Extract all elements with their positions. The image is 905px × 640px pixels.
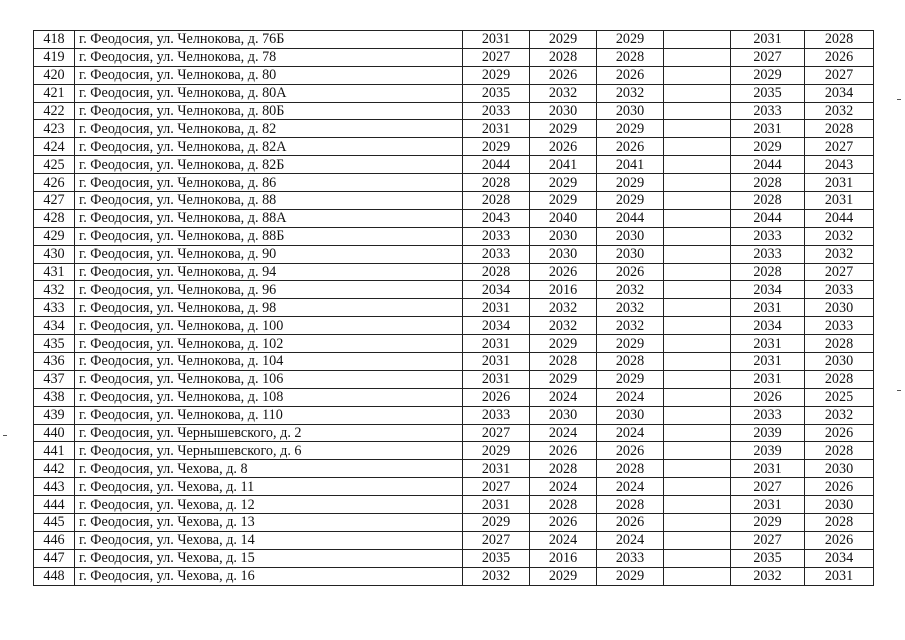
year-cell: 2029 xyxy=(530,174,597,192)
empty-cell xyxy=(664,299,731,317)
year-cell: 2031 xyxy=(731,335,805,353)
year-cell: 2028 xyxy=(805,370,874,388)
table-row xyxy=(34,406,874,424)
empty-cell xyxy=(664,156,731,174)
year-cell: 2028 xyxy=(530,353,597,371)
address-cell: г. Феодосия, ул. Чехова, д. 11 xyxy=(75,478,463,496)
year-cell: 2029 xyxy=(530,335,597,353)
table-row xyxy=(34,514,874,532)
address-cell: г. Феодосия, ул. Челнокова, д. 98 xyxy=(75,299,463,317)
year-cell: 2032 xyxy=(530,317,597,335)
address-cell: г. Феодосия, ул. Челнокова, д. 76Б xyxy=(75,31,463,49)
address-cell: г. Феодосия, ул. Челнокова, д. 108 xyxy=(75,388,463,406)
empty-cell xyxy=(664,496,731,514)
table-row xyxy=(34,138,874,156)
year-cell: 2028 xyxy=(597,460,664,478)
row-number: 419 xyxy=(34,48,75,66)
table-row xyxy=(34,388,874,406)
row-number: 422 xyxy=(34,102,75,120)
row-number: 424 xyxy=(34,138,75,156)
year-cell: 2043 xyxy=(805,156,874,174)
year-cell: 2032 xyxy=(597,281,664,299)
year-cell: 2016 xyxy=(530,281,597,299)
year-cell: 2027 xyxy=(731,48,805,66)
empty-cell xyxy=(664,317,731,335)
scan-mark xyxy=(897,390,901,391)
year-cell: 2028 xyxy=(731,263,805,281)
year-cell: 2031 xyxy=(731,120,805,138)
year-cell: 2028 xyxy=(463,192,530,210)
table-row xyxy=(34,84,874,102)
table-row xyxy=(34,531,874,549)
address-cell: г. Феодосия, ул. Челнокова, д. 88 xyxy=(75,192,463,210)
table-row xyxy=(34,66,874,84)
year-cell: 2024 xyxy=(597,531,664,549)
row-number: 441 xyxy=(34,442,75,460)
year-cell: 2041 xyxy=(597,156,664,174)
year-cell: 2031 xyxy=(805,567,874,585)
year-cell: 2033 xyxy=(805,281,874,299)
row-number: 440 xyxy=(34,424,75,442)
address-cell: г. Феодосия, ул. Челнокова, д. 104 xyxy=(75,353,463,371)
table-row xyxy=(34,478,874,496)
row-number: 447 xyxy=(34,549,75,567)
table-row xyxy=(34,192,874,210)
year-cell: 2026 xyxy=(805,478,874,496)
year-cell: 2026 xyxy=(805,531,874,549)
empty-cell xyxy=(664,567,731,585)
year-cell: 2033 xyxy=(731,406,805,424)
year-cell: 2029 xyxy=(530,370,597,388)
empty-cell xyxy=(664,31,731,49)
year-cell: 2031 xyxy=(463,370,530,388)
year-cell: 2024 xyxy=(530,531,597,549)
year-cell: 2029 xyxy=(530,120,597,138)
year-cell: 2033 xyxy=(805,317,874,335)
year-cell: 2031 xyxy=(463,460,530,478)
year-cell: 2025 xyxy=(805,388,874,406)
year-cell: 2032 xyxy=(530,84,597,102)
row-number: 426 xyxy=(34,174,75,192)
scan-mark xyxy=(3,435,7,436)
table-row xyxy=(34,281,874,299)
year-cell: 2028 xyxy=(597,496,664,514)
year-cell: 2029 xyxy=(463,66,530,84)
year-cell: 2033 xyxy=(597,549,664,567)
year-cell: 2028 xyxy=(597,353,664,371)
address-cell: г. Феодосия, ул. Чехова, д. 14 xyxy=(75,531,463,549)
year-cell: 2026 xyxy=(463,388,530,406)
address-cell: г. Феодосия, ул. Челнокова, д. 100 xyxy=(75,317,463,335)
year-cell: 2028 xyxy=(463,174,530,192)
year-cell: 2016 xyxy=(530,549,597,567)
empty-cell xyxy=(664,245,731,263)
table-row xyxy=(34,31,874,49)
year-cell: 2029 xyxy=(530,31,597,49)
year-cell: 2034 xyxy=(731,317,805,335)
year-cell: 2029 xyxy=(597,174,664,192)
year-cell: 2024 xyxy=(597,478,664,496)
year-cell: 2026 xyxy=(597,138,664,156)
row-number: 432 xyxy=(34,281,75,299)
scan-mark xyxy=(897,99,901,100)
year-cell: 2030 xyxy=(597,245,664,263)
year-cell: 2034 xyxy=(731,281,805,299)
year-cell: 2030 xyxy=(805,496,874,514)
year-cell: 2028 xyxy=(805,31,874,49)
table-row xyxy=(34,335,874,353)
table-row xyxy=(34,353,874,371)
year-cell: 2035 xyxy=(463,84,530,102)
address-cell: г. Феодосия, ул. Челнокова, д. 80 xyxy=(75,66,463,84)
year-cell: 2032 xyxy=(805,102,874,120)
year-cell: 2028 xyxy=(805,514,874,532)
year-cell: 2029 xyxy=(597,120,664,138)
address-cell: г. Феодосия, ул. Челнокова, д. 110 xyxy=(75,406,463,424)
year-cell: 2028 xyxy=(731,174,805,192)
year-cell: 2024 xyxy=(530,424,597,442)
year-cell: 2031 xyxy=(731,460,805,478)
table-row xyxy=(34,442,874,460)
year-cell: 2032 xyxy=(597,299,664,317)
year-cell: 2044 xyxy=(597,209,664,227)
year-cell: 2031 xyxy=(731,496,805,514)
row-number: 425 xyxy=(34,156,75,174)
year-cell: 2030 xyxy=(530,102,597,120)
year-cell: 2027 xyxy=(463,424,530,442)
table-row xyxy=(34,102,874,120)
empty-cell xyxy=(664,478,731,496)
year-cell: 2028 xyxy=(805,120,874,138)
year-cell: 2030 xyxy=(805,353,874,371)
year-cell: 2031 xyxy=(463,335,530,353)
year-cell: 2029 xyxy=(597,567,664,585)
year-cell: 2029 xyxy=(731,66,805,84)
table-row xyxy=(34,496,874,514)
empty-cell xyxy=(664,424,731,442)
year-cell: 2033 xyxy=(731,102,805,120)
year-cell: 2031 xyxy=(731,370,805,388)
year-cell: 2027 xyxy=(463,478,530,496)
year-cell: 2026 xyxy=(530,66,597,84)
year-cell: 2024 xyxy=(530,388,597,406)
address-cell: г. Феодосия, ул. Челнокова, д. 94 xyxy=(75,263,463,281)
empty-cell xyxy=(664,209,731,227)
year-cell: 2041 xyxy=(530,156,597,174)
address-cell: г. Феодосия, ул. Челнокова, д. 90 xyxy=(75,245,463,263)
year-cell: 2035 xyxy=(463,549,530,567)
year-cell: 2024 xyxy=(530,478,597,496)
row-number: 442 xyxy=(34,460,75,478)
year-cell: 2034 xyxy=(463,317,530,335)
year-cell: 2032 xyxy=(530,299,597,317)
year-cell: 2032 xyxy=(731,567,805,585)
row-number: 428 xyxy=(34,209,75,227)
row-number: 423 xyxy=(34,120,75,138)
year-cell: 2028 xyxy=(731,192,805,210)
year-cell: 2027 xyxy=(463,48,530,66)
table-row xyxy=(34,156,874,174)
empty-cell xyxy=(664,174,731,192)
year-cell: 2029 xyxy=(731,514,805,532)
year-cell: 2044 xyxy=(731,156,805,174)
address-cell: г. Феодосия, ул. Челнокова, д. 96 xyxy=(75,281,463,299)
row-number: 444 xyxy=(34,496,75,514)
year-cell: 2031 xyxy=(463,496,530,514)
year-cell: 2031 xyxy=(805,192,874,210)
row-number: 439 xyxy=(34,406,75,424)
year-cell: 2026 xyxy=(530,442,597,460)
year-cell: 2029 xyxy=(530,192,597,210)
year-cell: 2027 xyxy=(731,478,805,496)
year-cell: 2033 xyxy=(463,245,530,263)
year-cell: 2039 xyxy=(731,424,805,442)
address-cell: г. Феодосия, ул. Чехова, д. 15 xyxy=(75,549,463,567)
year-cell: 2032 xyxy=(805,406,874,424)
address-cell: г. Феодосия, ул. Челнокова, д. 82А xyxy=(75,138,463,156)
address-cell: г. Феодосия, ул. Челнокова, д. 78 xyxy=(75,48,463,66)
empty-cell xyxy=(664,335,731,353)
address-cell: г. Феодосия, ул. Чехова, д. 12 xyxy=(75,496,463,514)
year-cell: 2033 xyxy=(731,227,805,245)
empty-cell xyxy=(664,460,731,478)
year-cell: 2028 xyxy=(463,263,530,281)
row-number: 433 xyxy=(34,299,75,317)
row-number: 443 xyxy=(34,478,75,496)
year-cell: 2028 xyxy=(530,460,597,478)
empty-cell xyxy=(664,48,731,66)
empty-cell xyxy=(664,120,731,138)
year-cell: 2027 xyxy=(805,263,874,281)
address-cell: г. Феодосия, ул. Челнокова, д. 82Б xyxy=(75,156,463,174)
document-page xyxy=(33,30,874,586)
year-cell: 2044 xyxy=(463,156,530,174)
table-row xyxy=(34,317,874,335)
address-cell: г. Феодосия, ул. Челнокова, д. 80Б xyxy=(75,102,463,120)
year-cell: 2032 xyxy=(597,84,664,102)
empty-cell xyxy=(664,406,731,424)
row-number: 431 xyxy=(34,263,75,281)
year-cell: 2034 xyxy=(805,84,874,102)
empty-cell xyxy=(664,66,731,84)
empty-cell xyxy=(664,192,731,210)
address-cell: г. Феодосия, ул. Чехова, д. 16 xyxy=(75,567,463,585)
year-cell: 2033 xyxy=(463,406,530,424)
table-row xyxy=(34,567,874,585)
year-cell: 2029 xyxy=(463,514,530,532)
row-number: 438 xyxy=(34,388,75,406)
address-cell: г. Феодосия, ул. Челнокова, д. 86 xyxy=(75,174,463,192)
year-cell: 2030 xyxy=(530,227,597,245)
year-cell: 2029 xyxy=(597,370,664,388)
year-cell: 2027 xyxy=(805,66,874,84)
year-cell: 2030 xyxy=(530,245,597,263)
table-row xyxy=(34,48,874,66)
empty-cell xyxy=(664,227,731,245)
year-cell: 2030 xyxy=(597,227,664,245)
table-row xyxy=(34,299,874,317)
year-cell: 2028 xyxy=(805,335,874,353)
table-row xyxy=(34,424,874,442)
address-cell: г. Феодосия, ул. Чернышевского, д. 2 xyxy=(75,424,463,442)
year-cell: 2031 xyxy=(731,31,805,49)
year-cell: 2032 xyxy=(463,567,530,585)
year-cell: 2033 xyxy=(731,245,805,263)
empty-cell xyxy=(664,102,731,120)
address-cell: г. Феодосия, ул. Чернышевского, д. 6 xyxy=(75,442,463,460)
year-cell: 2030 xyxy=(805,299,874,317)
year-cell: 2029 xyxy=(597,31,664,49)
year-cell: 2030 xyxy=(597,102,664,120)
row-number: 448 xyxy=(34,567,75,585)
empty-cell xyxy=(664,388,731,406)
row-number: 445 xyxy=(34,514,75,532)
row-number: 446 xyxy=(34,531,75,549)
year-cell: 2029 xyxy=(463,138,530,156)
year-cell: 2027 xyxy=(463,531,530,549)
year-cell: 2029 xyxy=(597,192,664,210)
table-row xyxy=(34,370,874,388)
year-cell: 2044 xyxy=(731,209,805,227)
row-number: 430 xyxy=(34,245,75,263)
address-cell: г. Феодосия, ул. Чехова, д. 8 xyxy=(75,460,463,478)
empty-cell xyxy=(664,514,731,532)
year-cell: 2026 xyxy=(597,263,664,281)
year-cell: 2040 xyxy=(530,209,597,227)
row-number: 427 xyxy=(34,192,75,210)
table-row xyxy=(34,245,874,263)
year-cell: 2026 xyxy=(530,263,597,281)
table-row xyxy=(34,549,874,567)
address-cell: г. Феодосия, ул. Челнокова, д. 106 xyxy=(75,370,463,388)
year-cell: 2026 xyxy=(597,442,664,460)
year-cell: 2032 xyxy=(597,317,664,335)
year-cell: 2029 xyxy=(731,138,805,156)
year-cell: 2029 xyxy=(597,335,664,353)
row-number: 429 xyxy=(34,227,75,245)
year-cell: 2031 xyxy=(463,120,530,138)
year-cell: 2044 xyxy=(805,209,874,227)
year-cell: 2026 xyxy=(530,138,597,156)
year-cell: 2026 xyxy=(805,48,874,66)
year-cell: 2034 xyxy=(805,549,874,567)
empty-cell xyxy=(664,353,731,371)
address-cell: г. Феодосия, ул. Челнокова, д. 88Б xyxy=(75,227,463,245)
year-cell: 2043 xyxy=(463,209,530,227)
address-cell: г. Феодосия, ул. Челнокова, д. 80А xyxy=(75,84,463,102)
year-cell: 2030 xyxy=(530,406,597,424)
row-number: 418 xyxy=(34,31,75,49)
year-cell: 2028 xyxy=(530,496,597,514)
address-cell: г. Феодосия, ул. Челнокова, д. 82 xyxy=(75,120,463,138)
year-cell: 2028 xyxy=(597,48,664,66)
housing-repair-table xyxy=(33,30,874,586)
year-cell: 2033 xyxy=(463,227,530,245)
year-cell: 2024 xyxy=(597,388,664,406)
year-cell: 2026 xyxy=(530,514,597,532)
empty-cell xyxy=(664,442,731,460)
year-cell: 2026 xyxy=(731,388,805,406)
year-cell: 2026 xyxy=(597,514,664,532)
year-cell: 2032 xyxy=(805,227,874,245)
row-number: 421 xyxy=(34,84,75,102)
table-row xyxy=(34,460,874,478)
year-cell: 2031 xyxy=(463,353,530,371)
year-cell: 2031 xyxy=(805,174,874,192)
year-cell: 2031 xyxy=(463,31,530,49)
empty-cell xyxy=(664,263,731,281)
year-cell: 2039 xyxy=(731,442,805,460)
table-row xyxy=(34,209,874,227)
table-row xyxy=(34,120,874,138)
year-cell: 2034 xyxy=(463,281,530,299)
year-cell: 2029 xyxy=(463,442,530,460)
year-cell: 2031 xyxy=(731,353,805,371)
year-cell: 2035 xyxy=(731,84,805,102)
year-cell: 2028 xyxy=(805,442,874,460)
row-number: 435 xyxy=(34,335,75,353)
year-cell: 2026 xyxy=(805,424,874,442)
table-body xyxy=(34,31,874,586)
table-row xyxy=(34,174,874,192)
year-cell: 2026 xyxy=(597,66,664,84)
empty-cell xyxy=(664,531,731,549)
table-row xyxy=(34,227,874,245)
row-number: 437 xyxy=(34,370,75,388)
empty-cell xyxy=(664,370,731,388)
row-number: 420 xyxy=(34,66,75,84)
year-cell: 2027 xyxy=(731,531,805,549)
year-cell: 2029 xyxy=(530,567,597,585)
empty-cell xyxy=(664,84,731,102)
empty-cell xyxy=(664,549,731,567)
year-cell: 2032 xyxy=(805,245,874,263)
year-cell: 2035 xyxy=(731,549,805,567)
empty-cell xyxy=(664,281,731,299)
year-cell: 2031 xyxy=(463,299,530,317)
year-cell: 2028 xyxy=(530,48,597,66)
year-cell: 2024 xyxy=(597,424,664,442)
year-cell: 2030 xyxy=(597,406,664,424)
year-cell: 2031 xyxy=(731,299,805,317)
year-cell: 2027 xyxy=(805,138,874,156)
empty-cell xyxy=(664,138,731,156)
row-number: 436 xyxy=(34,353,75,371)
row-number: 434 xyxy=(34,317,75,335)
year-cell: 2033 xyxy=(463,102,530,120)
address-cell: г. Феодосия, ул. Челнокова, д. 102 xyxy=(75,335,463,353)
table-row xyxy=(34,263,874,281)
year-cell: 2030 xyxy=(805,460,874,478)
address-cell: г. Феодосия, ул. Челнокова, д. 88А xyxy=(75,209,463,227)
address-cell: г. Феодосия, ул. Чехова, д. 13 xyxy=(75,514,463,532)
